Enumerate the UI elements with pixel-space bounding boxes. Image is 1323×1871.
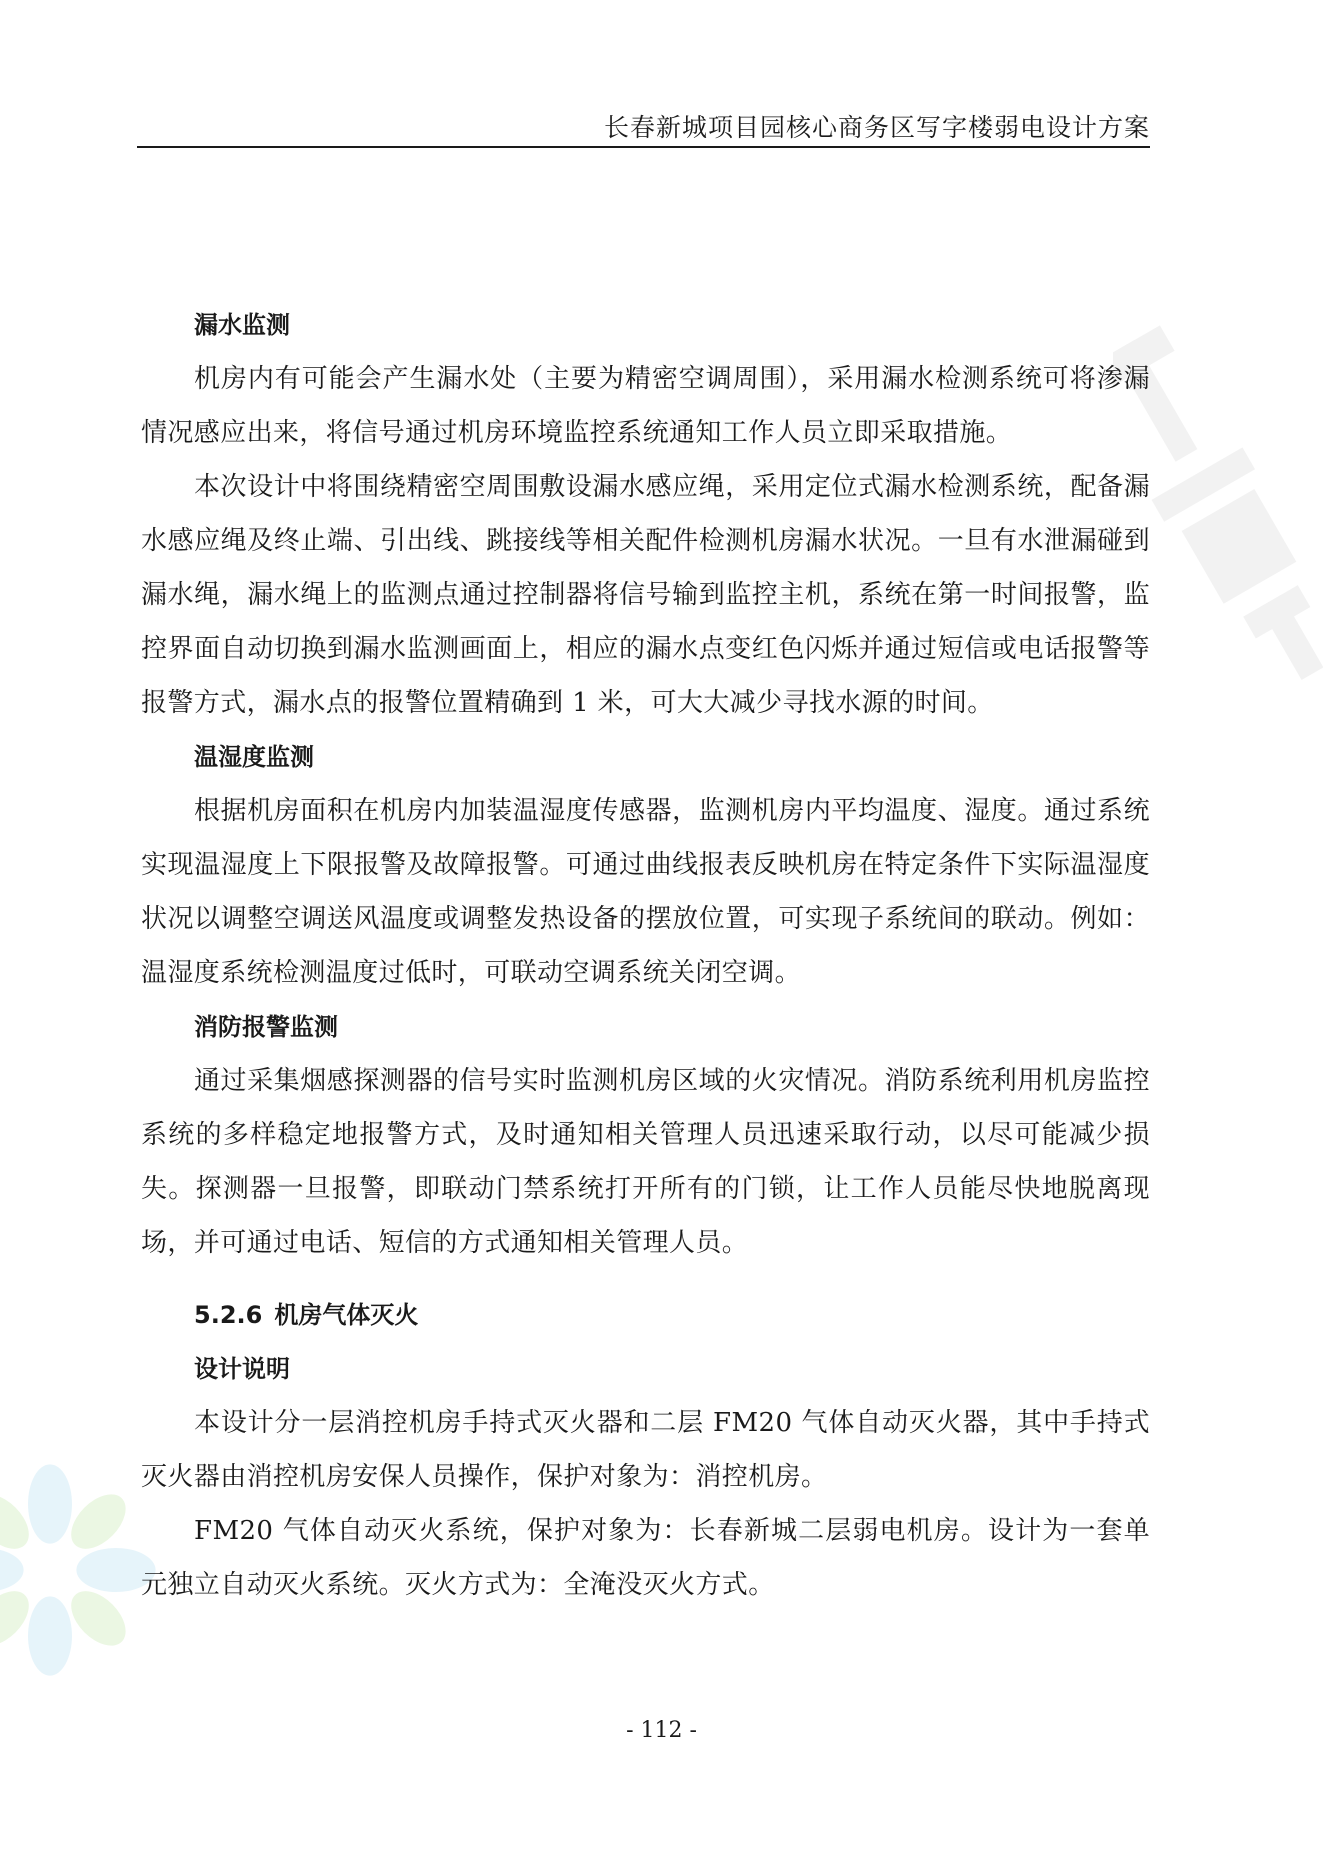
heading-leak-monitoring: 漏水监测 <box>194 311 290 339</box>
section-title: 机房气体灭火 <box>274 1301 419 1329</box>
section-heading-5-2-6 <box>141 1288 1150 1342</box>
paragraph: 通过采集烟感探测器的信号实时监测机房区域的火灾情况。消防系统利用机房监控系统的多样稳定地报警方式，及时通知相关管理人员迅速采取行动，以尽可能减少损失。探测器一旦报警，即联动门禁系统打开所有的门锁，让工作人员能尽快地脱离现场，并可通过电话、短信的方式通知相关管理人员。 <box>141 1066 1150 1258</box>
paragraph: 本设计分一层消控机房手持式灭火器和二层 FM20 气体自动灭火器，其中手持式灭火器由消控机房安保人员操作，保护对象为：消控机房。 <box>141 1408 1150 1492</box>
document-body <box>141 298 1150 1612</box>
heading-temp-humidity-monitoring: 温湿度监测 <box>194 743 314 771</box>
paragraph: 根据机房面积在机房内加装温湿度传感器，监测机房内平均温度、湿度。通过系统实现温湿度上下限报警及故障报警。可通过曲线报表反映机房在特定条件下实际温湿度状况以调整空调送风温度或调整发热设备的摆放位置，可实现子系统间的联动。例如：温湿度系统检测温度过低时，可联动空调系统关闭空调。 <box>141 796 1150 988</box>
paragraph: FM20 气体自动灭火系统，保护对象为：长春新城二层弱电机房。设计为一套单元独立自动灭火系统。灭火方式为：全淹没灭火方式。 <box>141 1516 1150 1600</box>
paragraph: 本次设计中将围绕精密空周围敷设漏水感应绳，采用定位式漏水检测系统，配备漏水感应绳及终止端、引出线、跳接线等相关配件检测机房漏水状况。一旦有水泄漏碰到漏水绳，漏水绳上的监测点通过控制器将信号输到监控主机，系统在第一时间报警，监控界面自动切换到漏水监测画面上，相应的漏水点变红色闪烁并通过短信或电话报警等报警方式，漏水点的报警位置精确到 1 米，可大大减少寻找水源的时间。 <box>141 472 1150 718</box>
header-rule <box>137 146 1150 148</box>
heading-design-description: 设计说明 <box>194 1355 290 1383</box>
page-number: - 112 - <box>626 1718 697 1743</box>
paragraph: 机房内有可能会产生漏水处（主要为精密空调周围），采用漏水检测系统可将渗漏情况感应出来，将信号通过机房环境监控系统通知工作人员立即采取措施。 <box>141 364 1150 448</box>
heading-fire-alarm-monitoring: 消防报警监测 <box>194 1013 338 1041</box>
flower-logo-icon <box>0 1460 160 1680</box>
section-number: 5.2.6 <box>194 1301 263 1329</box>
running-header: 长春新城项目园核心商务区写字楼弱电设计方案 <box>603 113 1150 142</box>
